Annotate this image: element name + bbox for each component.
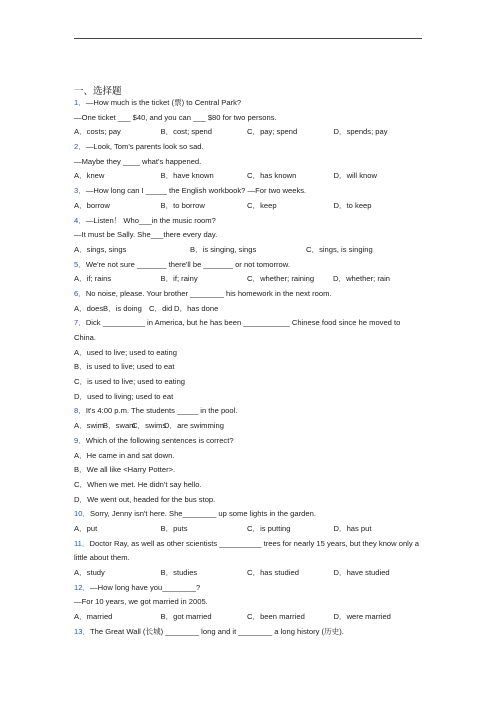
question-number: 5． [74,259,86,269]
question-number: 11． [74,538,90,548]
option-b[interactable]: B．to borrow [160,200,205,210]
question-stem [74,184,424,199]
option-b[interactable]: B．if; rainy [160,274,198,284]
option-c[interactable]: C．When we met. He didn't say hello. [74,479,202,489]
option-a[interactable]: A．He came in and sat down. [74,450,175,460]
question-list [74,96,424,640]
option-d[interactable]: D．were married [333,612,391,622]
stem-line: —It must be Sally. She___there every day. [74,230,218,240]
option-b[interactable]: B．is singing, sings [190,244,257,254]
option-c[interactable]: C．has studied [247,568,299,578]
option-a[interactable]: A．put [74,523,98,533]
option-b[interactable]: B．got married [160,612,212,622]
option-b[interactable]: B．studies [160,568,198,578]
options-row [74,522,424,537]
question-number: 7． [74,318,86,328]
option-d[interactable]: D．to keep [333,200,372,210]
stem-line: Sorry, Jenny isn't here. She________ up some lights in the garden. [90,509,316,519]
option-d[interactable]: D．has done [174,303,219,313]
stem-line: —How much is the ticket (票) to Central Park? [85,98,242,107]
question-number: 2． [74,142,86,152]
stem-line: —How long can I _____ the English workbook? —For two weeks. [85,186,307,196]
question-number: 3． [74,186,86,196]
options-row [74,419,424,434]
stem-line: We're not sure _______ there'll be _______ or not tomorrow. [85,259,290,269]
question-number: 9． [74,435,86,445]
option-b[interactable]: B．cost; spend [160,127,212,137]
option-d[interactable]: D．spends; pay [333,127,388,137]
question-number: 10． [74,509,91,519]
option-a[interactable]: A．knew [74,171,105,181]
section-title: 一、选择题 [74,86,122,97]
option-c[interactable]: C．is putting [247,523,291,533]
question-number: 13． [74,626,91,636]
question-stem [74,96,424,111]
stem-line: —Listen！ Who___in the music room? [85,215,216,225]
stem-line: —Look, Tom's parents look so sad. [85,142,204,152]
question-stem [74,625,424,640]
stem-line: The Great Wall (长城) ________ long and it ________ a long history (历史). [90,626,344,636]
question-stem [74,404,424,419]
option-d[interactable]: D．whether; rain [333,274,390,284]
question-number: 8． [74,406,86,416]
question-number: 1． [74,98,86,107]
question-stem [74,581,424,596]
option-d[interactable]: D．have studied [333,568,390,578]
option-a[interactable]: A．used to live; used to eating [74,347,178,357]
stem-line: Dick __________ in America, but he has been ___________ Chinese food since he moved to China. [74,318,401,343]
question-stem [74,258,424,273]
option-c[interactable]: C．keep [247,200,277,210]
stem-line: It's 4:00 p.m. The students _____ in the pool. [85,406,238,416]
options-row [74,169,424,184]
option-b[interactable]: B．puts [160,523,188,533]
option-a[interactable]: A．does [74,303,104,313]
stem-line: No noise, please. Your brother ________ his homework in the next room. [85,288,332,298]
option-a[interactable]: A．costs; pay [74,127,121,137]
question-stem [74,507,424,522]
option-c[interactable]: C．been married [247,612,305,622]
question-number: 4． [74,215,86,225]
options-row [74,199,424,214]
header-rule [74,38,422,39]
option-c[interactable]: C．has known [247,171,297,181]
option-d[interactable]: D．are swimming [164,421,224,431]
option-b[interactable]: B．have known [160,171,214,181]
stem-line: —For 10 years, we got married in 2005. [74,597,208,607]
question-stem [74,214,424,229]
question-number: 6． [74,288,86,298]
option-b[interactable]: B．is doing [103,303,142,313]
option-d[interactable]: D．used to living; used to eat [74,391,174,401]
stem-line: —How long have you________? [90,582,201,592]
option-a[interactable]: A．borrow [74,200,110,210]
option-a[interactable]: A．sings, sings [74,244,127,254]
option-c[interactable]: C．sings, is singing [306,244,373,254]
question-stem [74,287,424,302]
option-c[interactable]: C．swims [132,421,167,431]
option-a[interactable]: A．married [74,612,113,622]
stem-line: —Maybe they ____ what's happened. [74,156,202,166]
option-d[interactable]: D．We went out, headed for the bus stop. [74,494,216,504]
option-a[interactable]: A．study [74,568,105,578]
option-b[interactable]: B．swam [103,421,136,431]
option-c[interactable]: C．pay; spend [247,127,298,137]
options-row [74,302,424,317]
options-row [74,125,424,140]
option-a[interactable]: A．if; rains [74,274,112,284]
option-c[interactable]: C．did [149,303,173,313]
options-row [74,272,424,287]
option-c[interactable]: C．whether; raining [247,274,315,284]
question-stem [74,316,424,345]
option-a[interactable]: A．swim [74,421,104,431]
stem-line: —One ticket ___ $40, and you can ___ $80 for two persons. [74,112,277,122]
option-d[interactable]: D．will know [333,171,377,181]
option-b[interactable]: B．is used to live; used to eat [74,362,175,372]
question-stem [74,140,424,155]
option-d[interactable]: D．has put [333,523,372,533]
options-row [74,610,424,625]
options-row [74,243,424,258]
stem-line: Which of the following sentences is correct? [85,435,234,445]
option-b[interactable]: B．We all like <Harry Potter>. [74,465,176,475]
question-number: 12． [74,582,91,592]
option-c[interactable]: C．is used to live; used to eating [74,377,186,387]
options-row [74,566,424,581]
stem-line: Doctor Ray, as well as other scientists __________ trees for nearly 15 years, but they know only a little about them. [74,538,419,563]
question-stem [74,537,424,566]
question-stem [74,434,424,449]
